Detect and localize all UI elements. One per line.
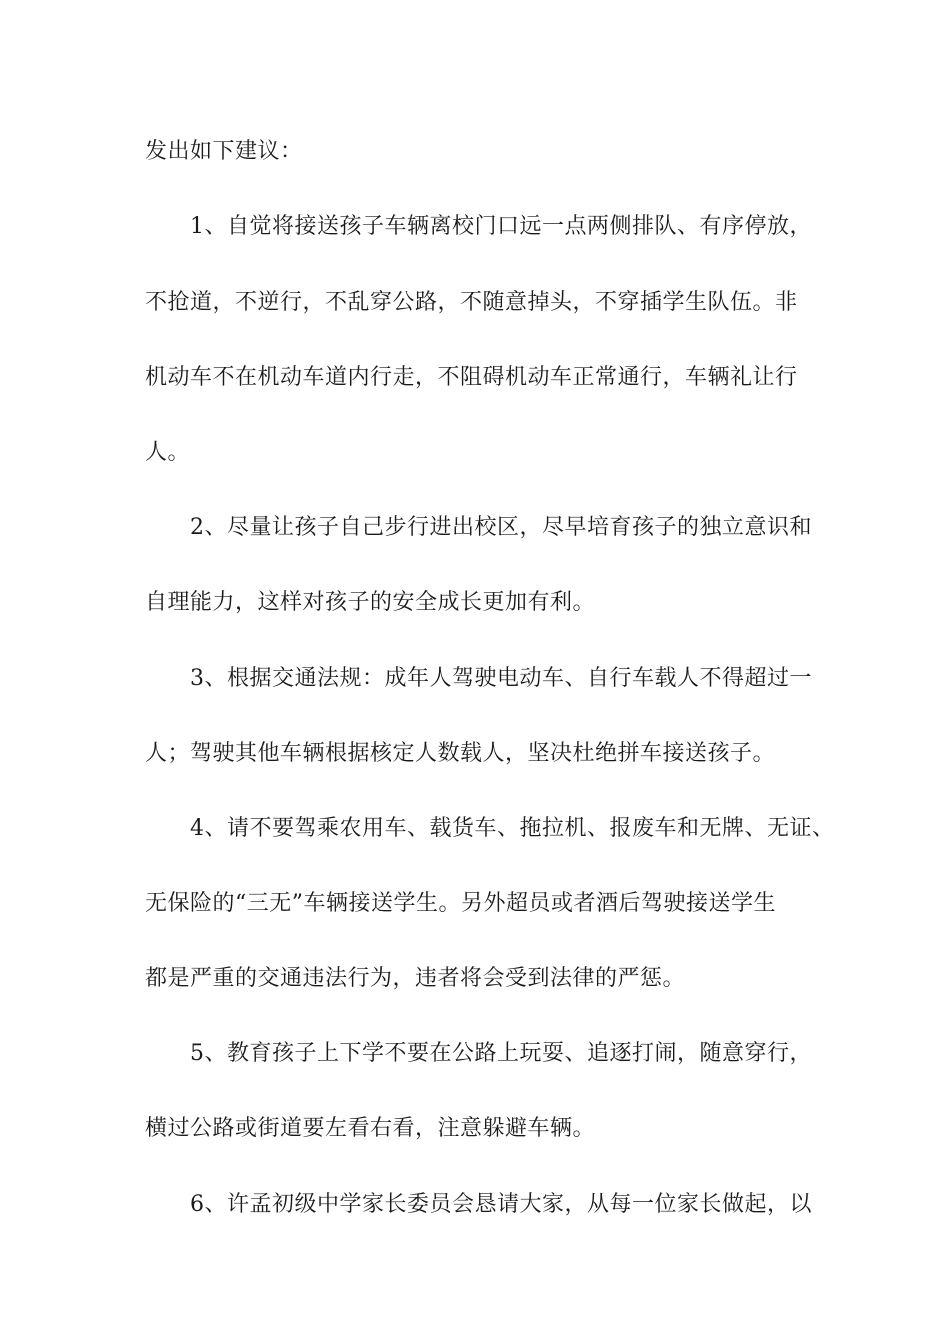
item-2-line-1: 2、尽量让孩子自己步行进出校区，尽早培育孩子的独立意识和 — [190, 515, 812, 540]
item-4-line-1: 4、请不要驾乘农用车、载货车、拖拉机、报废车和无牌、无证、 — [190, 816, 835, 841]
item-5-line-1: 5、教育孩子上下学不要在公路上玩耍、追逐打闹，随意穿行， — [190, 1041, 812, 1066]
item-4-line-3: 都是严重的交通违法行为，违者将会受到法律的严惩。 — [145, 966, 686, 991]
item-3-line-1: 3、根据交通法规：成年人驾驶电动车、自行车载人不得超过一 — [190, 666, 812, 691]
item-1-line-3: 机动车不在机动车道内行走，不阻碍机动车正常通行，车辆礼让行 — [145, 365, 798, 390]
intro-line: 发出如下建议： — [145, 139, 303, 164]
item-1-line-1: 1、自觉将接送孩子车辆离校门口远一点两侧排队、有序停放， — [190, 214, 812, 239]
item-2-line-2: 自理能力，这样对孩子的安全成长更加有利。 — [145, 590, 596, 615]
item-3-line-2: 人；驾驶其他车辆根据核定人数载人，坚决杜绝拼车接送孩子。 — [145, 741, 776, 766]
item-6-line-1: 6、许孟初级中学家长委员会恳请大家，从每一位家长做起，以 — [190, 1192, 812, 1217]
item-5-line-2: 横过公路或街道要左看右看，注意躲避车辆。 — [145, 1116, 596, 1141]
item-1-line-4: 人。 — [145, 440, 191, 465]
item-4-line-2: 无保险的“三无”车辆接送学生。另外超员或者酒后驾驶接送学生 — [145, 891, 776, 916]
item-1-line-2: 不抢道，不逆行，不乱穿公路，不随意掉头，不穿插学生队伍。非 — [145, 290, 798, 315]
